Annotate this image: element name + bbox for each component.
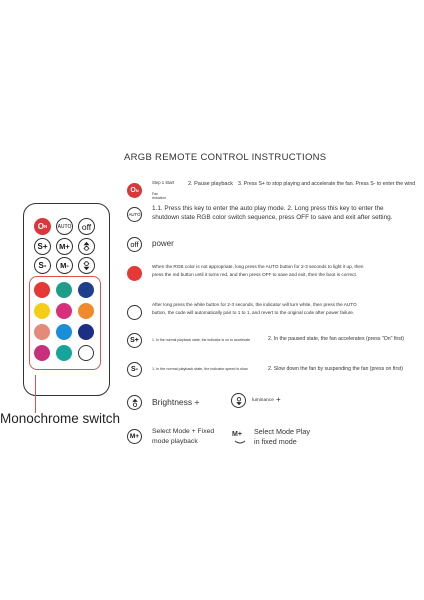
instr-on-step2: 2. Pause playback	[188, 181, 233, 187]
color-button-9[interactable]	[78, 324, 94, 340]
instr-splus-a: 1. In the normal playback state, the indicator is on to accelerate	[152, 338, 251, 342]
speed-up-button[interactable]	[34, 238, 51, 255]
color-button-7[interactable]	[34, 324, 50, 340]
instr-white-line1: After long press the white button for 2-3 seconds, the indicator will turn white, then press the AUTO	[152, 302, 357, 307]
speed-up-label: S+	[37, 242, 48, 251]
instr-red-button-icon	[127, 266, 142, 281]
color-button-3[interactable]	[78, 282, 94, 298]
instr-mminus-sym-m: M	[232, 431, 238, 438]
instr-on-icon: O N	[127, 183, 142, 198]
on-button-label: O	[37, 222, 44, 231]
instr-splus-b: 2. In the paused state, the fan accelerates (press "On" first)	[268, 336, 405, 342]
instructions-title: ARGB REMOTE CONTROL INSTRUCTIONS	[124, 152, 327, 163]
instr-on-sub: Fan reduction	[152, 192, 166, 201]
instr-white-line2: button, the code will automatically pair to 1 to 1, and revert to the original code after power failure.	[152, 310, 355, 315]
instr-mplus-line1: Select Mode + Fixed	[152, 428, 215, 435]
color-button-4[interactable]	[34, 303, 50, 319]
instr-off-icon: off	[127, 237, 142, 252]
mode-down-button[interactable]	[56, 257, 73, 274]
instr-mplus-line2: mode playback	[152, 438, 198, 445]
instr-speed-down-icon: S-	[127, 362, 142, 377]
instr-luminance-label: luminance	[252, 398, 274, 403]
color-button-12[interactable]	[78, 345, 94, 361]
brightness-up-icon	[81, 241, 92, 252]
color-button-6[interactable]	[78, 303, 94, 319]
instr-brightness-label: Brightness +	[152, 397, 200, 407]
off-button-label: off	[81, 221, 92, 232]
instr-on-step3: 3. Press S+ to stop playing and accelerate the fan. Press S- to enter the wind	[238, 181, 416, 187]
instr-off-label: power	[152, 239, 174, 248]
instr-speed-up-icon: S+	[127, 333, 142, 348]
instr-mminus-line2: in fixed mode	[254, 437, 297, 446]
auto-button[interactable]	[56, 218, 73, 235]
speed-down-label: S-	[38, 261, 47, 270]
brightness-up-button[interactable]	[78, 238, 95, 255]
color-button-2[interactable]	[56, 282, 72, 298]
monochrome-switch-label: Monochrome switch	[0, 411, 121, 426]
color-button-11[interactable]	[56, 345, 72, 361]
speed-down-button[interactable]	[34, 257, 51, 274]
color-button-8[interactable]	[56, 324, 72, 340]
instr-luminance-sign: +	[276, 395, 281, 404]
instr-mminus-sym	[232, 431, 242, 438]
off-button[interactable]	[78, 218, 95, 235]
instr-sminus-b: 2. Slow down the fan by suspending the fan (press on first)	[268, 366, 403, 372]
instr-brightness-down-icon	[231, 393, 246, 408]
mode-up-label: M+	[59, 242, 70, 251]
color-button-1[interactable]	[34, 282, 50, 298]
instr-auto-line2: shutdown state RGB color switch sequence, press OFF to save and exit after setting.	[152, 214, 393, 221]
brightness-down-icon	[234, 396, 244, 406]
mode-up-button[interactable]	[56, 238, 73, 255]
remote-control	[23, 203, 110, 396]
instr-mode-up-icon: M+	[127, 429, 142, 444]
instr-brightness-up-icon	[127, 395, 142, 410]
instr-auto-line1: 1.1. Press this key to enter the auto play mode. 2. Long press this key to enter the	[152, 205, 384, 212]
auto-button-label: AUTO	[57, 223, 72, 230]
instr-white-button-icon	[127, 305, 142, 320]
instr-mminus-sym-sign: +	[237, 431, 242, 438]
instr-mminus-line1: Select Mode Play	[254, 427, 310, 436]
callout-leader-line	[35, 375, 36, 413]
brightness-down-button[interactable]	[78, 257, 95, 274]
brightness-down-icon	[81, 260, 92, 271]
mode-down-label: M-	[60, 261, 69, 270]
on-button[interactable]	[34, 218, 51, 235]
color-button-10[interactable]	[34, 345, 50, 361]
instr-sminus-a: 1. In the normal playback state, the indicator speed is slow.	[152, 367, 249, 371]
instr-red-line1: When the RGB color is not appropriate, long press the AUTO button for 2-3 seconds to light it up, then	[152, 264, 364, 269]
instr-on-step1: Step 1 Start	[152, 180, 175, 185]
chevron-down-icon	[234, 440, 246, 446]
instr-red-line2: press the red button until it turns red, and then press OFF to save and exit, then the boot is correct.	[152, 272, 358, 277]
brightness-up-icon	[130, 398, 140, 408]
on-button-sub: N	[43, 224, 48, 229]
instr-auto-icon: AUTO	[127, 207, 142, 222]
monochrome-color-group	[29, 276, 101, 370]
color-button-5[interactable]	[56, 303, 72, 319]
